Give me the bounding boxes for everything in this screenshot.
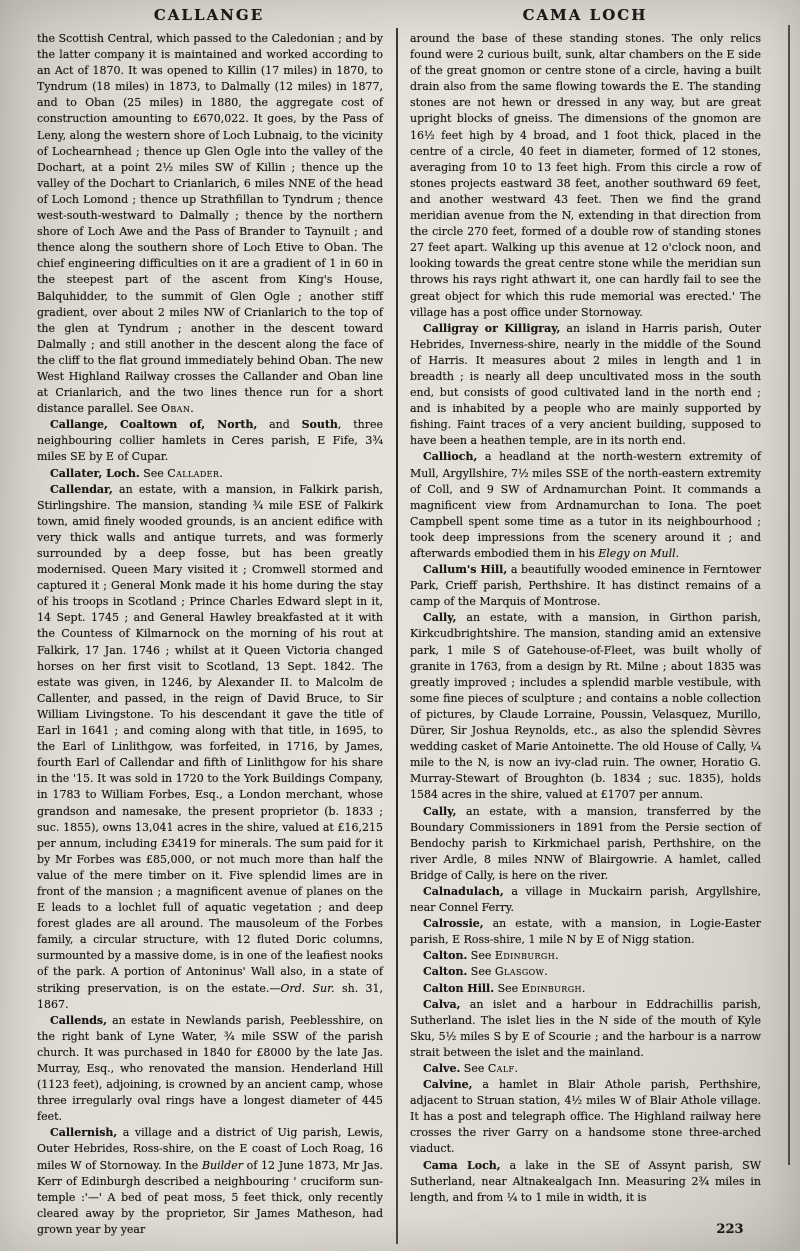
text-run: . bbox=[190, 402, 194, 416]
text-run: an islet and a harbour in Eddrachillis parish, Sutherland. The islet lies in the N side of the mouth of Kyle Sku, 5½ miles S by E of Scourie ; and the harbour is a narrow strait between the islet and the mainland. bbox=[410, 997, 761, 1059]
text-run: . bbox=[581, 981, 586, 995]
text-run: . bbox=[544, 965, 548, 979]
text-run: a lake in the SE of Assynt parish, SW Sutherland, near Altnakealgach Inn. Measuring 2¾ miles in length, and from ¼ to 1 mile in width, it is bbox=[410, 1158, 762, 1204]
entry-paragraph bbox=[410, 1061, 761, 1077]
text-run: an island in Harris parish, Outer Hebrides, Inverness-shire, nearly in the middle of the Sound of Harris. It measures about 2 miles in length and 1 in breadth ; is nearly all deep uncultivated moss in the south end, but consists of good cultivated land in the north end ; and is inhabited by a people who are mainly supported by fishing. Faint traces of a very ancient building, supposed to have been a heathen temple, are in its north end. bbox=[410, 321, 761, 448]
text-run: Calton. bbox=[423, 949, 468, 963]
entry-paragraph bbox=[410, 981, 761, 997]
text-run: and bbox=[257, 418, 302, 432]
text-run: a village and a district of Uig parish, Lewis, Outer Hebrides, Ross-shire, on the E coast of Loch Roag, 16 miles W of Stornoway. In the bbox=[37, 1126, 383, 1172]
text-run: around the base of these standing stones. The only relics found were 2 curious built, sunk, altar chambers on the E side of the great gnomon or centre stone of a circle, having a built drain also from the same flowing towards the E. The standing stones are not hewn or dressed in any way, but are great upright blocks of gneiss. The dimensions of the gnomon are 16½ feet high by 4 broad, and 1 foot thick, placed in the centre of a circle, 40 feet in diameter, formed of 12 stones, averaging from 10 to 13 feet high. From this circle a row of stones projects eastward 38 feet, another southward 69 feet, and another westward 43 feet. Then we find the grand meridian avenue from the N, extending in that direction from the circle 270 feet, formed of a double row of standing stones 27 feet apart. Walking up this avenue at 12 o'clock noon, and looking towards the great centre stone while the meridian sun throws his rays right athwart it, one can hardly fail to see the great object for which this rude memorial was erected.' The village has a post office under Stornoway. bbox=[410, 32, 761, 319]
text-run: of 12 June 1873, Mr Jas. Kerr of Edinburgh described a neighbouring ' cruciform sun-temple :'—' A bed of peat moss, 5 feet thick, only recently cleared away by the proprietor, Sir James Matheson, had grown year by year bbox=[37, 1158, 383, 1236]
text-run: . bbox=[219, 466, 223, 480]
text-run: . bbox=[514, 1062, 519, 1075]
text-run: Calve. bbox=[423, 1062, 461, 1075]
entry-paragraph bbox=[37, 1013, 383, 1126]
text-run: Calrossie, bbox=[423, 917, 484, 931]
entry-paragraph bbox=[410, 610, 761, 803]
text-run: an estate, with a mansion, transferred by the Boundary Commissioners in 1891 from the Persie section of Bendochy parish to Kirkmichael parish, Perthshire, on the river Ardle, 8 miles NNW of Blairgowrie. A hamlet, called Bridge of Cally, is here on the river. bbox=[410, 804, 761, 882]
text-run: Callader bbox=[167, 466, 220, 480]
running-header-right: CAMA LOCH bbox=[522, 6, 648, 24]
text-run: Callioch, bbox=[423, 450, 478, 464]
text-run: an estate, with a mansion, in Girthon parish, Kirkcudbrightshire. The mansion, standing amid an extensive park, 1 mile S of Gatehouse-of-Fleet, was built wholly of granite in 1763, from a design by Rt. Milne ; about 1835 was greatly improved ; includes a splendid marble vestibule, with some fine pieces of sculpture ; and contains a noble collection of pictures, by Claude Lorraine, Poussin, Velasquez, Murillo, Dürer, Sir Joshua Reynolds, etc., as also the splendid Sèvres wedding casket of Marie Antoinette. The old House of Cally, ¼ mile to the N, is now an ivy-clad ruin. The owner, Horatio G. Murray-Stewart of Broughton (b. 1834 ; suc. 1835), holds 1584 acres in the shire, valued at £1707 per annum. bbox=[410, 611, 761, 802]
text-run: an estate, with a mansion, in Logie-Easter parish, E Ross-shire, 1 mile N by E of Nigg station. bbox=[410, 917, 761, 947]
text-run: Cally, bbox=[423, 611, 457, 625]
text-run: Calf bbox=[487, 1062, 515, 1075]
text-run: a village in Muckairn parish, Argyllshire, near Connel Ferry. bbox=[410, 884, 761, 915]
text-run: Calton Hill. bbox=[423, 981, 495, 995]
text-run: See bbox=[467, 965, 495, 979]
text-run: the Scottish Central, which passed to the Caledonian ; and by the latter company it is maintained and worked according to an Act of 1870. It was opened to Killin (17 miles) in 1870, to Tyndrum (18 miles) in 1873, to Dalmally (12 miles) in 1877, and to Oban (25 miles) in 1880, the aggregate cost of construction amounting to £670,022. It goes, by the Pass of Leny, along the western shore of Loch Lubnaig, to the vicinity of Lochearnhead ; thence up Glen Ogle into the valley of the Dochart, at a point 2½ miles SW of Killin ; thence up the valley of the Dochart to Crianlarich, 6 miles NNE of the head of Loch Lomond ; thence up Strathfillan to Tyndrum ; thence west-south-westward to Dalmally ; thence by the northern shore of Loch Awe and the Pass of Brander to Taynuilt ; and thence along the southern shore of Loch Etive to Oban. The chief engineering difficulties on it are a gradient of 1 in 60 in the steepest part of the ascent from King's House, Balquhidder, to the summit of Glen Ogle ; another stiff gradient, over about 2 miles NW of Crianlarich to the top of the glen at Tyndrum ; another in the descent toward Dalmally ; and still another in the descent along the face of the cliff to the flat ground immediately behind Oban. The new West Highland Railway crosses the Callander and Oban line at Crianlarich, and the two lines thence run for a short distance parallel. See bbox=[37, 32, 383, 416]
text-run: an estate in Newlands parish, Peeblesshire, on the right bank of Lyne Water, ¾ mile SSW of the parish church. It was purchased in 1840 for £8000 by the late Jas. Murray, Esq., who renovated the mansion. Henderland Hill (1123 feet), adjoining, is crowned by an ancient camp, whose three irregularly oval rings have a longest diameter of 445 feet. bbox=[37, 1013, 383, 1124]
text-column-right bbox=[410, 31, 762, 1204]
text-run: Oban bbox=[160, 402, 191, 416]
entry-paragraph bbox=[410, 449, 761, 562]
page-number: 223 bbox=[716, 1222, 744, 1237]
entry-paragraph bbox=[410, 964, 761, 980]
text-run: , three neighbouring collier hamlets in Ceres parish, E Fife, 3¾ miles SE by E of Cupar. bbox=[37, 418, 383, 464]
text-run: See bbox=[467, 949, 495, 963]
text-run: Callum's Hill, bbox=[423, 563, 508, 577]
entry-paragraph bbox=[410, 997, 761, 1061]
text-run: Edinburgh bbox=[521, 981, 582, 995]
entry-paragraph bbox=[410, 1158, 761, 1206]
text-run: South bbox=[301, 418, 338, 432]
text-run: See bbox=[139, 466, 168, 480]
text-run: Callends, bbox=[50, 1013, 107, 1027]
entry-paragraph bbox=[37, 31, 383, 417]
text-column-left bbox=[37, 31, 383, 1236]
text-run: Cama Loch, bbox=[423, 1158, 501, 1172]
text-run: an estate, with a mansion, in Falkirk parish, Stirlingshire. The mansion, standing ¾ mile ESE of Falkirk town, amid finely wooded grounds, is an ancient edifice with very thick walls and antique turrets, and was formerly surrounded by a deep fosse, but has been greatly modernised. Queen Mary visited it ; Cromwell stormed and captured it ; General Monk made it his home during the stay of his troops in Scotland ; Prince Charles Edward slept in it, 14 Sept. 1745 ; and General Hawley breakfasted at it with the Countess of Kilmarnock on the morning of his rout at Falkirk, 17 Jan. 1746 ; whilst at it Queen Victoria changed horses on her first visit to Scotland, 13 Sept. 1842. The estate was given, in 1246, by Alexander II. to Malcolm de Callenter, and passed, in the reign of David Bruce, to Sir William Livingstone. To his descendant it gave the title of Earl in 1641 ; and coming along with that title, in 1695, to the Earl of Linlithgow, was forfeited, in 1716, by James, fourth Earl of Callendar and fifth of Linlithgow for his share in the '15. It was sold in 1720 to the York Buildings Company, in 1783 to William Forbes, Esq., a London merchant, whose grandson and namesake, the present proprietor (b. 1833 ; suc. 1855), owns 13,041 acres in the shire, valued at £16,215 per annum, including £3419 for minerals. The sum paid for it by Mr Forbes was £85,000, or not much more than half the value of the mere timber on it. Five splendid limes are in front of the mansion ; a magnificent avenue of planes on the E leads to a lochlet full of aquatic vegetation ; and deep forest glades are all around. The mausoleum of the Forbes family, a circular structure, with 12 fluted Doric columns, surmounted by a massive dome, is in one of the leafiest nooks of the park. A portion of Antoninus' Wall also, in a state of striking preservation, is on the estate.— bbox=[37, 482, 383, 995]
text-run: a hamlet in Blair Athole parish, Perthshire, adjacent to Struan station, 4½ miles W of Blair Athole village. It has a post and telegraph office. The Highland railway here crosses the river Garry on a handsome stone three-arched viaduct. bbox=[410, 1078, 761, 1156]
column-divider-rule bbox=[396, 28, 398, 1244]
entry-paragraph bbox=[410, 1077, 761, 1157]
text-run: Calvine, bbox=[423, 1078, 473, 1092]
entry-paragraph bbox=[37, 482, 383, 1013]
text-run: . bbox=[675, 547, 680, 560]
text-run: See bbox=[460, 1062, 488, 1075]
text-run: a beautifully wooded eminence in Ferntower Park, Crieff parish, Perthshire. It has distinct remains of a camp of the Marquis of Montrose. bbox=[410, 563, 761, 609]
entry-paragraph bbox=[410, 916, 761, 948]
entry-paragraph bbox=[410, 562, 761, 610]
text-run: Glasgow bbox=[494, 965, 545, 979]
text-run: Calva, bbox=[423, 997, 461, 1011]
entry-paragraph bbox=[37, 417, 383, 465]
text-run: Ord. Sur. bbox=[280, 981, 335, 995]
entry-paragraph bbox=[37, 1125, 383, 1238]
entry-paragraph bbox=[410, 321, 761, 450]
page-edge-rule bbox=[788, 25, 790, 1165]
entry-paragraph bbox=[410, 804, 761, 884]
entry-paragraph bbox=[410, 948, 761, 964]
text-run: Elegy on Mull bbox=[598, 547, 676, 560]
text-run: Edinburgh bbox=[494, 949, 556, 963]
text-run: a headland at the north-western extremity of Mull, Argyllshire, 7½ miles SSE of the north-eastern extremity of Coll, and 9 SW of Ardnamurchan Point. It commands a magnificent view from Ardnamurchan to Iona. The poet Campbell spent some time as a tutor in its neighbourhood ; took deep impressions from the scenery around it ; and afterwards embodied them in his bbox=[410, 450, 761, 560]
text-run: Callernish, bbox=[50, 1126, 118, 1140]
text-run: See bbox=[494, 981, 522, 995]
text-run: Calton. bbox=[423, 965, 468, 979]
text-run: Builder bbox=[201, 1158, 243, 1172]
text-run: Calligray or Killigray, bbox=[423, 321, 561, 335]
text-run: sh. 31, 1867. bbox=[37, 981, 383, 1011]
text-run: Callange, Coaltown of, North, bbox=[50, 418, 258, 432]
running-header-left: CALLANGE bbox=[153, 6, 265, 24]
text-run: Callater, Loch. bbox=[50, 466, 140, 480]
text-run: Callendar, bbox=[50, 482, 113, 496]
text-run: Calnadulach, bbox=[423, 884, 504, 898]
text-run: . bbox=[555, 949, 559, 963]
entry-paragraph bbox=[37, 466, 383, 482]
entry-paragraph bbox=[410, 884, 761, 916]
text-run: Cally, bbox=[423, 804, 457, 818]
entry-paragraph bbox=[410, 31, 761, 321]
